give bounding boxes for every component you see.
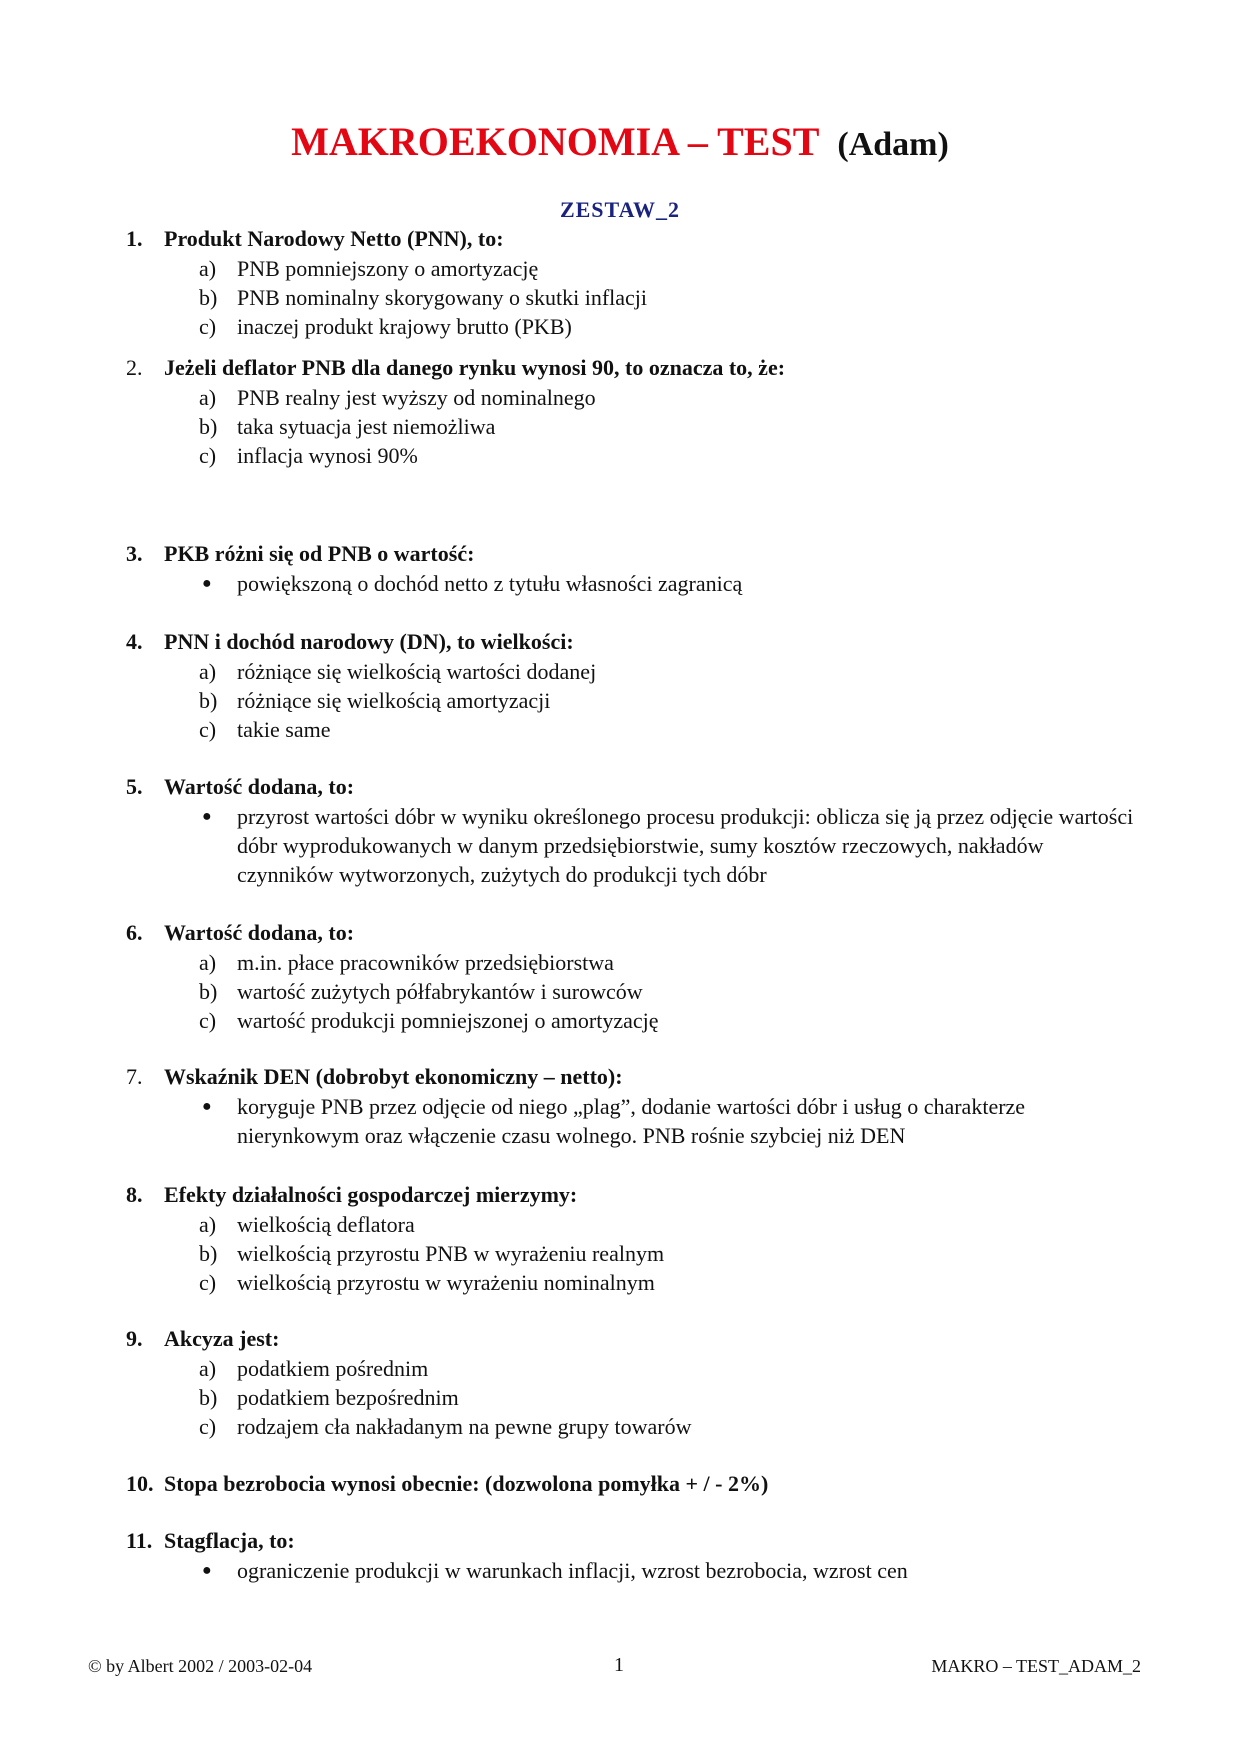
bullet-icon: ● [202,808,212,825]
question-5 [126,772,1146,889]
answer-option: c) rodzajem cła nakładanym na pewne grupy towarów [199,1414,692,1439]
question-text: Jeżeli deflator PNB dla danego rynku wynosi 90, to oznacza to, że: [164,355,786,380]
answer-option: a) m.in. płace pracowników przedsiębiorstwa [199,950,614,975]
question-7 [126,1062,1146,1150]
question-text: Stopa bezrobocia wynosi obecnie: (dozwolona pomyłka + / - 2%) [164,1471,769,1496]
question-text: Efekty działalności gospodarczej mierzymy: [164,1182,578,1207]
question-text: Akcyza jest: [164,1326,280,1351]
answer-option: c) wartość produkcji pomniejszonej o amortyzację [199,1008,659,1033]
question-number: 3. [126,541,143,566]
question-number: 8. [126,1182,143,1207]
question-number: 2. [126,355,143,380]
answer-option: b) wielkością przyrostu PNB w wyrażeniu realnym [199,1241,665,1266]
answer-option: b) wartość zużytych półfabrykantów i surowców [199,979,643,1004]
answer-option: a) podatkiem pośrednim [199,1356,429,1381]
answer-option: c) takie same [199,717,331,742]
question-number: 9. [126,1326,143,1351]
title-main: MAKROEKONOMIA – TEST [291,119,820,164]
page-number: 1 [614,1654,624,1676]
answer-option: b) podatkiem bezpośrednim [199,1385,459,1410]
answer-option: a) PNB realny jest wyższy od nominalnego [199,385,596,410]
answer-option: a) wielkością deflatora [199,1212,415,1237]
question-text: Wartość dodana, to: [164,774,355,799]
answer-option: b) różniące się wielkością amortyzacji [199,688,551,713]
answer-option: c) inaczej produkt krajowy brutto (PKB) [199,314,572,339]
answer-bullet: ● powiększoną o dochód netto z tytułu własności zagranicą [202,571,743,596]
question-1 [126,224,1146,341]
bullet-icon: ● [202,1098,212,1115]
title-author: (Adam) [837,126,949,163]
answer-bullet: ● przyrost wartości dóbr w wyniku określonego procesu produkcji: oblicza się ją przez odjęcie wartości dóbr wyprodukowanych w danym przedsiębiorstwie, sumy kosztów rzeczowych, nakładów czynników wytworzonych, zużytych do produkcji tych dóbr [202,804,1134,887]
answer-option: a) PNB pomniejszony o amortyzację [199,256,539,281]
set-label: ZESTAW_2 [559,197,681,222]
answer-option: b) taka sytuacja jest niemożliwa [199,414,496,439]
question-text: Wskaźnik DEN (dobrobyt ekonomiczny – netto): [164,1064,623,1089]
answer-option: b) PNB nominalny skorygowany o skutki inflacji [199,285,648,310]
bullet-icon: ● [202,1562,212,1579]
question-text: Wartość dodana, to: [164,920,355,945]
answer-option: c) inflacja wynosi 90% [199,443,418,468]
question-11 [126,1526,1146,1585]
question-number: 5. [126,774,143,799]
answer-option: a) różniące się wielkością wartości dodanej [199,659,597,684]
question-number: 6. [126,920,143,945]
question-text: Produkt Narodowy Netto (PNN), to: [164,226,504,251]
question-number: 11. [126,1528,153,1553]
question-number: 10. [126,1471,154,1496]
footer-doc-id: MAKRO – TEST_ADAM_2 [931,1656,1141,1676]
question-number: 7. [126,1064,143,1089]
question-8 [126,1180,1146,1297]
question-3 [126,539,1146,598]
question-4 [126,627,1146,744]
question-10 [126,1469,1146,1499]
question-number: 4. [126,629,143,654]
footer-copyright: © by Albert 2002 / 2003-02-04 [88,1656,313,1676]
question-text: PNN i dochód narodowy (DN), to wielkości: [164,629,574,654]
question-text: PKB różni się od PNB o wartość: [164,541,475,566]
question-2 [126,353,1146,470]
answer-bullet: ● koryguje PNB przez odjęcie od niego „plag”, dodanie wartości dóbr i usług o charakterze nierynkowym oraz włączenie czasu wolnego. PNB rośnie szybciej niż DEN [202,1094,1026,1148]
bullet-icon: ● [202,575,212,592]
question-9 [126,1324,1146,1441]
question-6 [126,918,1146,1035]
question-text: Stagflacja, to: [164,1528,295,1553]
question-number: 1. [126,226,143,251]
answer-bullet: ● ograniczenie produkcji w warunkach inflacji, wzrost bezrobocia, wzrost cen [202,1558,908,1583]
answer-option: c) wielkością przyrostu w wyrażeniu nominalnym [199,1270,655,1295]
document-title [0,118,1240,165]
